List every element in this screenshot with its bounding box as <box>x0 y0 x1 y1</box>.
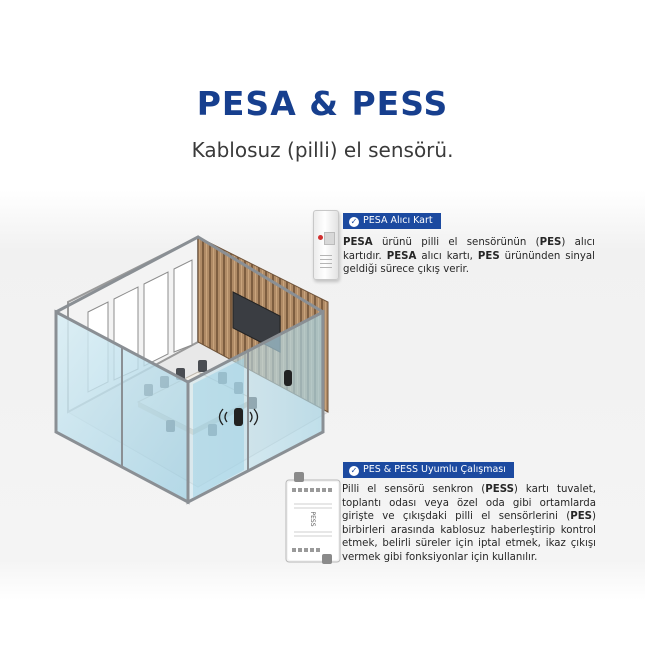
pesa-description: PESA ürünü pilli el sensörünün (PES) alıcı kartıdır. PESA alıcı kartı, PES ürününden sinyal geldiği sürece çıkış verir. <box>343 237 595 276</box>
pess-description: Pilli el sensörü senkron (PESS) kartı tuvalet, toplantı odası veya özel oda gibi ortamlarda girişte ve çıkışdaki pilli el sensörlerini (PES) birbirleri arasında kablosuz haberleştirip kontrol etmek, belirli süreler için iptal etmek, ikaz çıkışı vermek gibi fonksiyonlar için kullanılır. <box>342 484 596 563</box>
hand-sensor-door <box>234 408 243 426</box>
pesa-badge: ✓ PESA Alıcı Kart <box>343 213 441 229</box>
pess-sync-card-image <box>284 470 344 566</box>
check-circle-icon: ✓ <box>350 217 358 226</box>
page-title: PESA & PESS <box>196 84 449 123</box>
device-button-icon <box>324 232 335 245</box>
hand-sensor-inside <box>284 370 292 386</box>
page-subtitle: Kablosuz (pilli) el sensörü. <box>191 138 454 162</box>
pess-badge: ✓ PES & PESS Uyumlu Çalışması <box>343 462 514 478</box>
check-circle-icon: ✓ <box>350 466 358 475</box>
pess-device-label: PESS <box>309 511 316 527</box>
pesa-receiver-card-image <box>313 210 339 280</box>
status-led-icon <box>318 235 323 240</box>
